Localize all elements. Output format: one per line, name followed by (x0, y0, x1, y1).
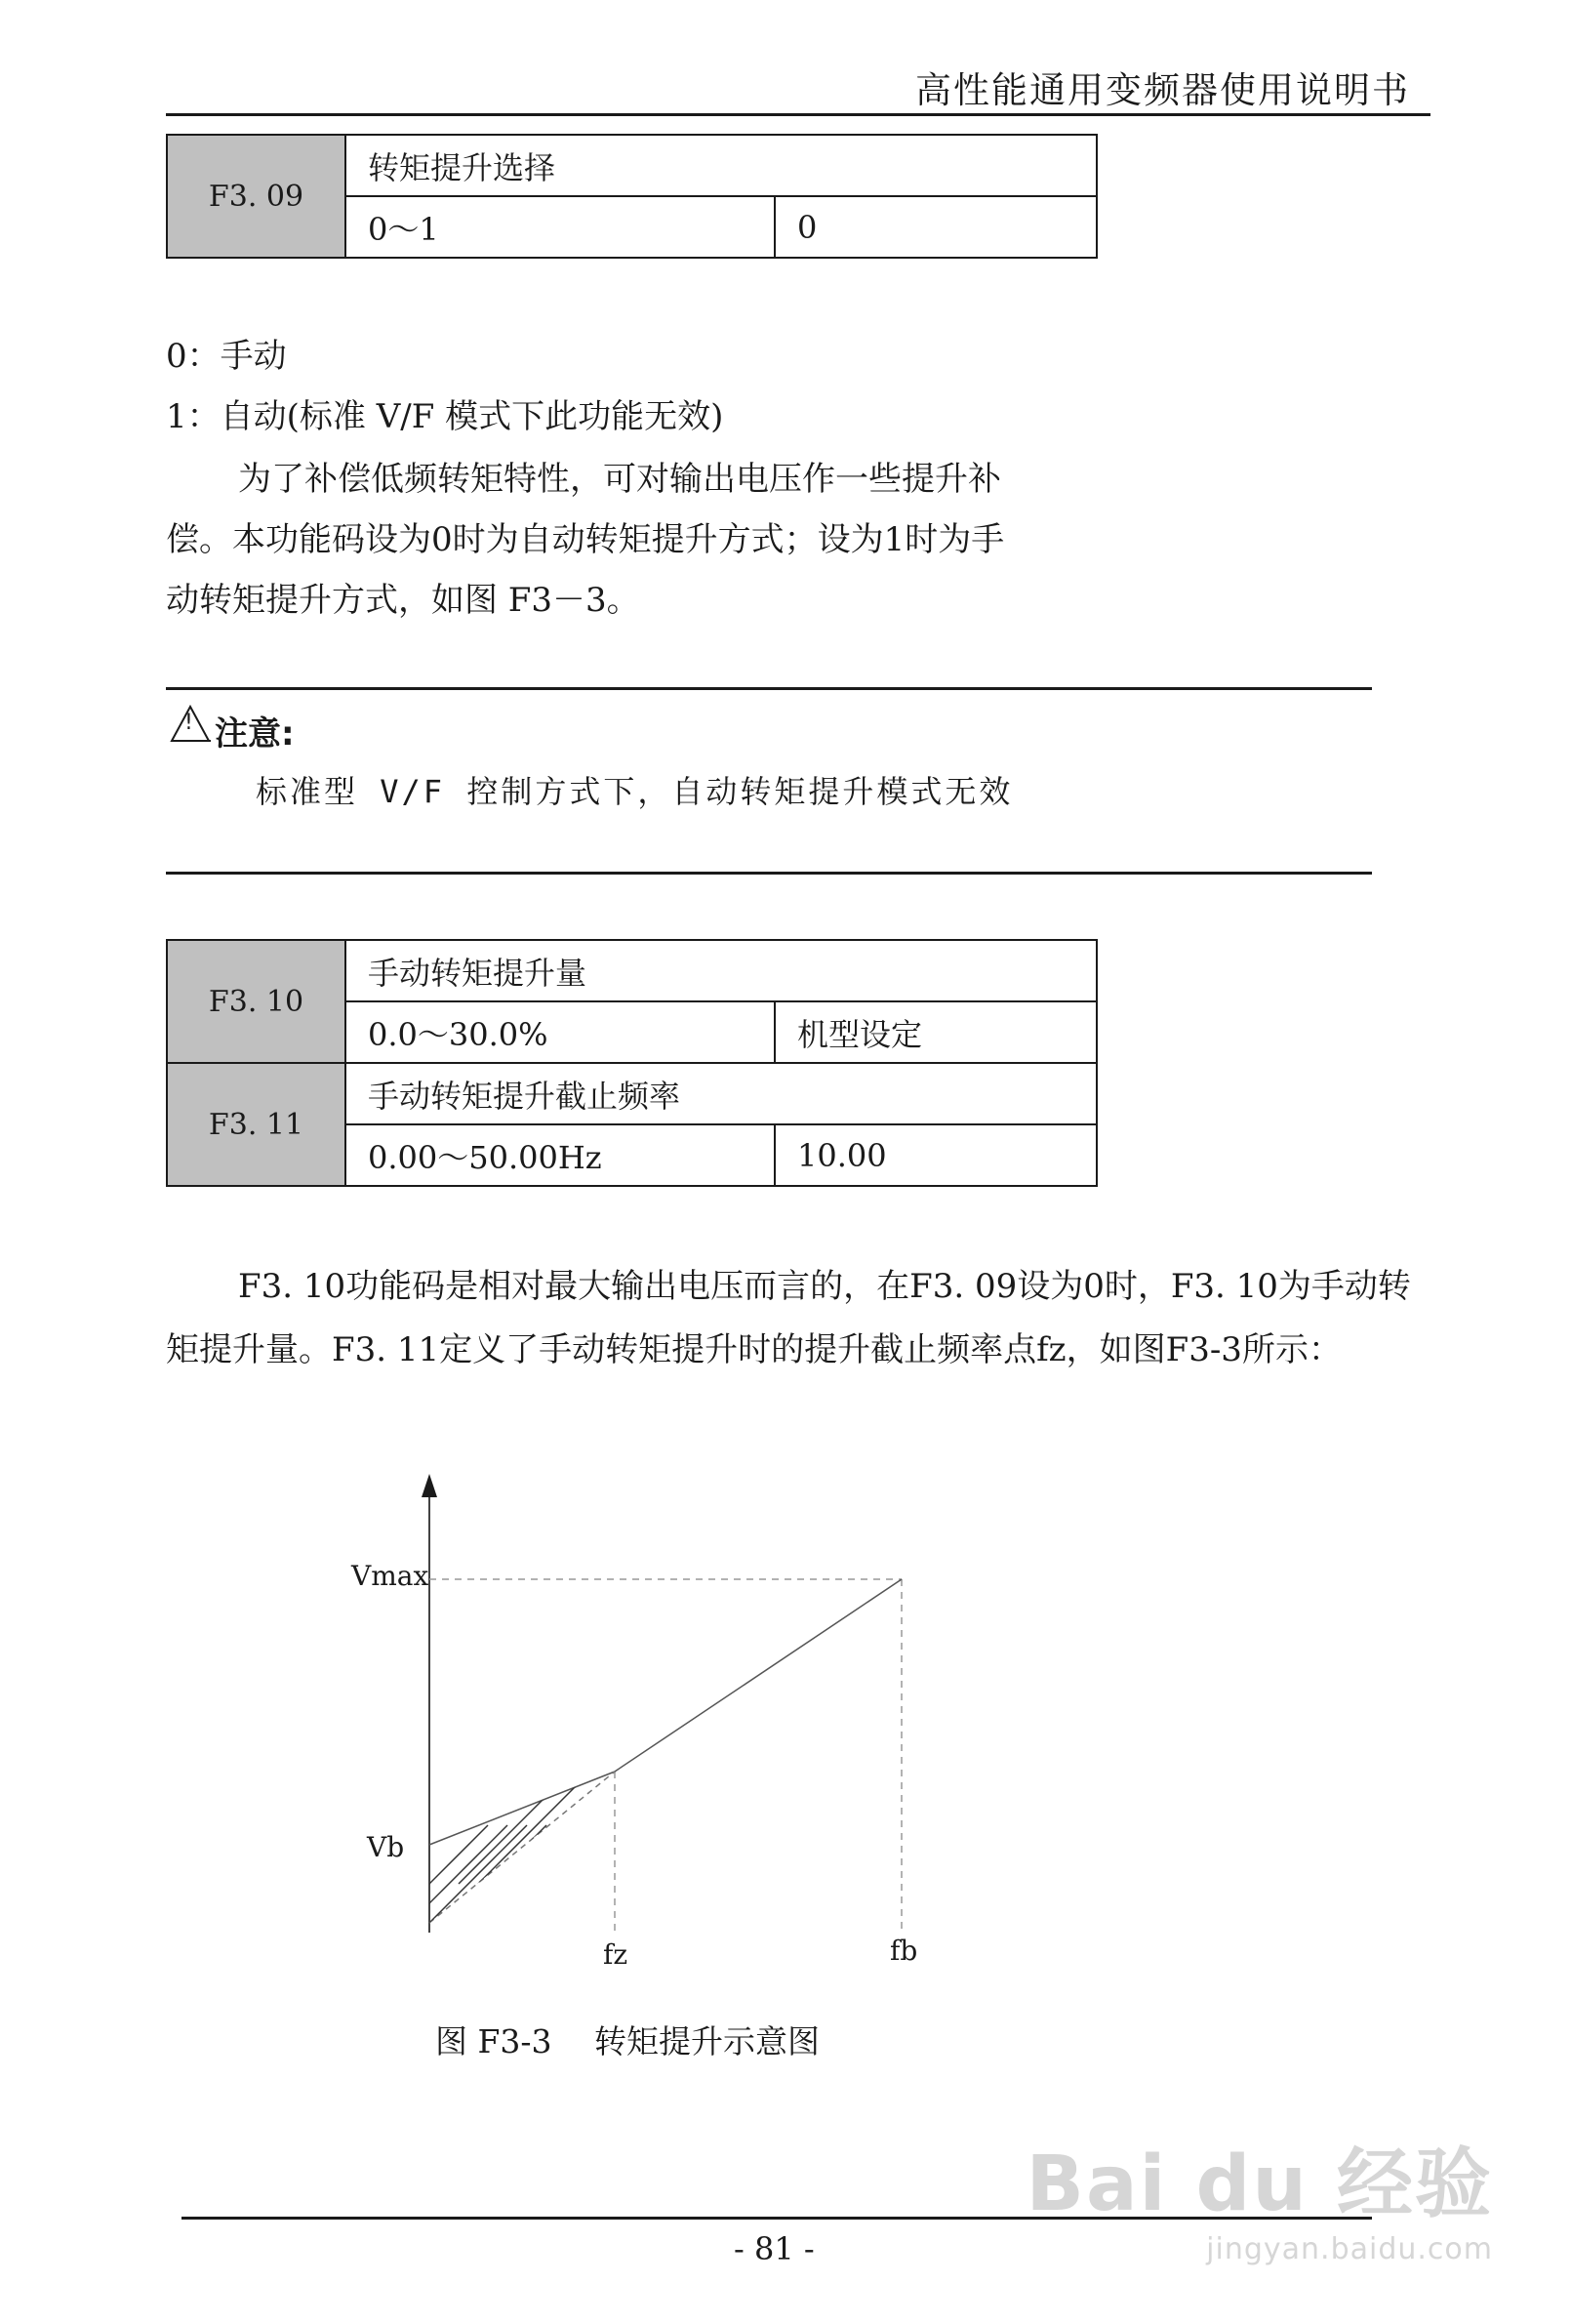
option-auto: 1：自动(标准 V/F 模式下此功能无效) (166, 397, 724, 436)
param-name: 手动转矩提升量 (345, 940, 1097, 1001)
fz-label: fz (603, 1938, 628, 1971)
description-line: 偿。本功能码设为0时为自动转矩提升方式；设为1时为手 (166, 520, 1005, 559)
notice-body: 标准型 V/F 控制方式下，自动转矩提升模式无效 (256, 773, 1014, 810)
param-default: 10.00 (775, 1124, 1097, 1186)
figure-caption: 图 F3-3 转矩提升示意图 (435, 2022, 821, 2060)
y-axis-arrow (422, 1474, 437, 1497)
param-name: 手动转矩提升截止频率 (345, 1063, 1097, 1124)
hatched-boost-area (381, 1776, 683, 1933)
boost-line (429, 1772, 615, 1845)
description-line: 为了补偿低频转矩特性，可对输出电压作一些提升补 (238, 460, 1001, 499)
param-range: 0.00～50.00Hz (345, 1124, 775, 1186)
base-vf-line (429, 1772, 615, 1923)
vmax-label: Vmax (351, 1560, 429, 1592)
vb-label: Vb (367, 1831, 405, 1863)
param-name: 转矩提升选择 (345, 135, 1097, 196)
description-line: F3. 10功能码是相对最大输出电压而言的，在F3. 09设为0时，F3. 10为手动转 (238, 1267, 1411, 1306)
option-manual: 0：手动 (166, 337, 287, 376)
param-range: 0.0～30.0% (345, 1001, 775, 1063)
param-code: F3. 11 (167, 1063, 345, 1186)
vf-curve-line (615, 1579, 902, 1772)
param-default: 0 (775, 196, 1097, 258)
watermark-url: jingyan.baidu.com (1206, 2232, 1493, 2266)
param-code: F3. 09 (167, 135, 345, 258)
watermark-logo: Bai du 经验 (1026, 2141, 1493, 2228)
header-title: 高性能通用变频器使用说明书 (915, 69, 1410, 111)
description-line: 矩提升量。F3. 11定义了手动转矩提升时的提升截止频率点fz，如图F3-3所示： (166, 1330, 1342, 1369)
page-number: - 81 - (734, 2230, 815, 2267)
notice-bottom-rule (166, 872, 1372, 875)
warning-icon (170, 705, 211, 744)
fb-label: fb (890, 1935, 918, 1967)
torque-boost-diagram (332, 1474, 956, 1952)
header-rule (166, 113, 1430, 116)
param-range: 0～1 (345, 196, 775, 258)
param-default: 机型设定 (775, 1001, 1097, 1063)
description-line: 动转矩提升方式，如图 F3－3。 (166, 581, 640, 620)
notice-title: 注意: (215, 714, 295, 754)
param-table-f309 (166, 134, 1098, 259)
param-table-f310-f311 (166, 939, 1098, 1187)
warning-icon-symbol: ! (184, 711, 193, 735)
watermark (1027, 2123, 1494, 2266)
param-code: F3. 10 (167, 940, 345, 1063)
notice-top-rule (166, 687, 1372, 690)
